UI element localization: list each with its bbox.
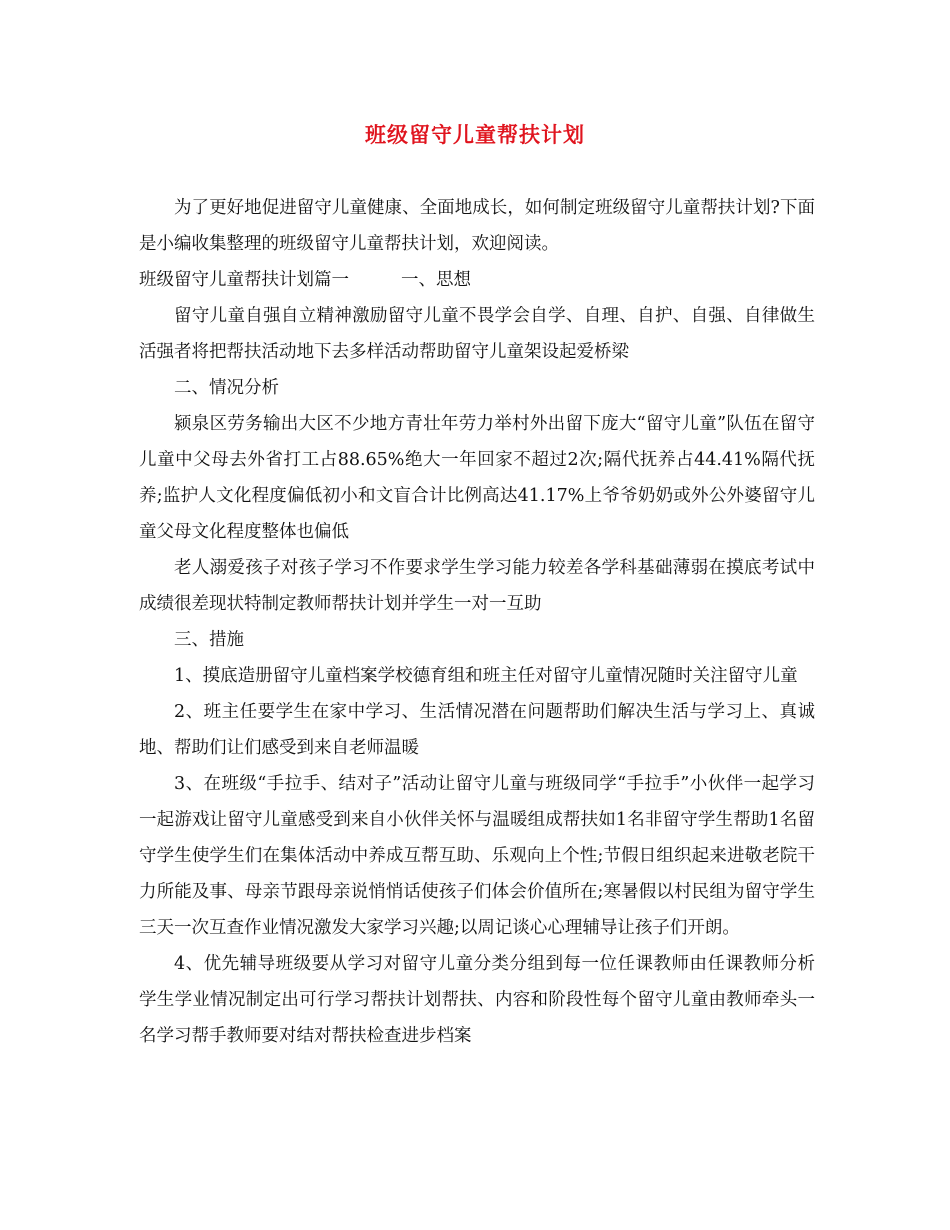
section1-paragraph: 留守儿童自强自立精神激励留守儿童不畏学会自学、自理、自护、自强、自律做生活强者将把帮扶活动地下去多样活动帮助留守儿童架设起爱桥梁: [139, 306, 815, 362]
document-title: 班级留守儿童帮扶计划: [365, 123, 585, 147]
section2-paragraph-1: 颍泉区劳务输出大区不少地方青壮年劳力举村外出留下庞大“留守儿童”队伍在留守儿童中父母去外省打工占88.65%绝大一年回家不超过2次;隔代抚养占44.41%隔代抚养;监护人文化程度偏低初小和文盲合计比例高达41.17%上爷爷奶奶或外公外婆留守儿童父母文化程度整体也偏低: [139, 414, 815, 542]
measure-4-paragraph: 4、优先辅导班级要从学习对留守儿童分类分组到每一位任课教师由任课教师分析学生学业情况制定出可行学习帮扶计划帮扶、内容和阶段性每个留守儿童由教师牵头一名学习帮手教师要对结对帮扶检查进步档案: [139, 954, 815, 1046]
section3-heading: 三、措施: [174, 630, 244, 650]
measure-3-paragraph: 3、在班级“手拉手、结对子”活动让留守儿童与班级同学“手拉手”小伙伴一起学习一起游戏让留守儿童感受到来自小伙伴关怀与温暖组成帮扶如1名非留守学生帮助1名留守学生使学生们在集体活动中养成互帮互助、乐观向上个性;节假日组织起来进敬老院干力所能及事、母亲节跟母亲说悄悄话使孩子们体会价值所在;寒暑假以村民组为留守学生三天一次互查作业情况激发大家学习兴趣;以周记谈心心理辅导让孩子们开朗。: [139, 774, 815, 938]
part-heading-line: [139, 262, 815, 298]
section1-heading: 一、思想: [401, 270, 471, 290]
measure-2-paragraph: 2、班主任要学生在家中学习、生活情况潜在问题帮助们解决生活与学习上、真诚地、帮助们让们感受到来自老师温暖: [139, 702, 815, 758]
document-body: [139, 190, 815, 1054]
measure-1-paragraph: 1、摸底造册留守儿童档案学校德育组和班主任对留守儿童情况随时关注留守儿童: [174, 666, 798, 686]
part-label: 班级留守儿童帮扶计划篇一: [139, 270, 349, 290]
intro-paragraph: 为了更好地促进留守儿童健康、全面地成长，如何制定班级留守儿童帮扶计划?下面是小编收集整理的班级留守儿童帮扶计划，欢迎阅读。: [139, 198, 815, 254]
section2-heading: 二、情况分析: [174, 378, 279, 398]
section2-paragraph-2: 老人溺爱孩子对孩子学习不作要求学生学习能力较差各学科基础薄弱在摸底考试中成绩很差现状特制定教师帮扶计划并学生一对一互助: [139, 558, 815, 614]
